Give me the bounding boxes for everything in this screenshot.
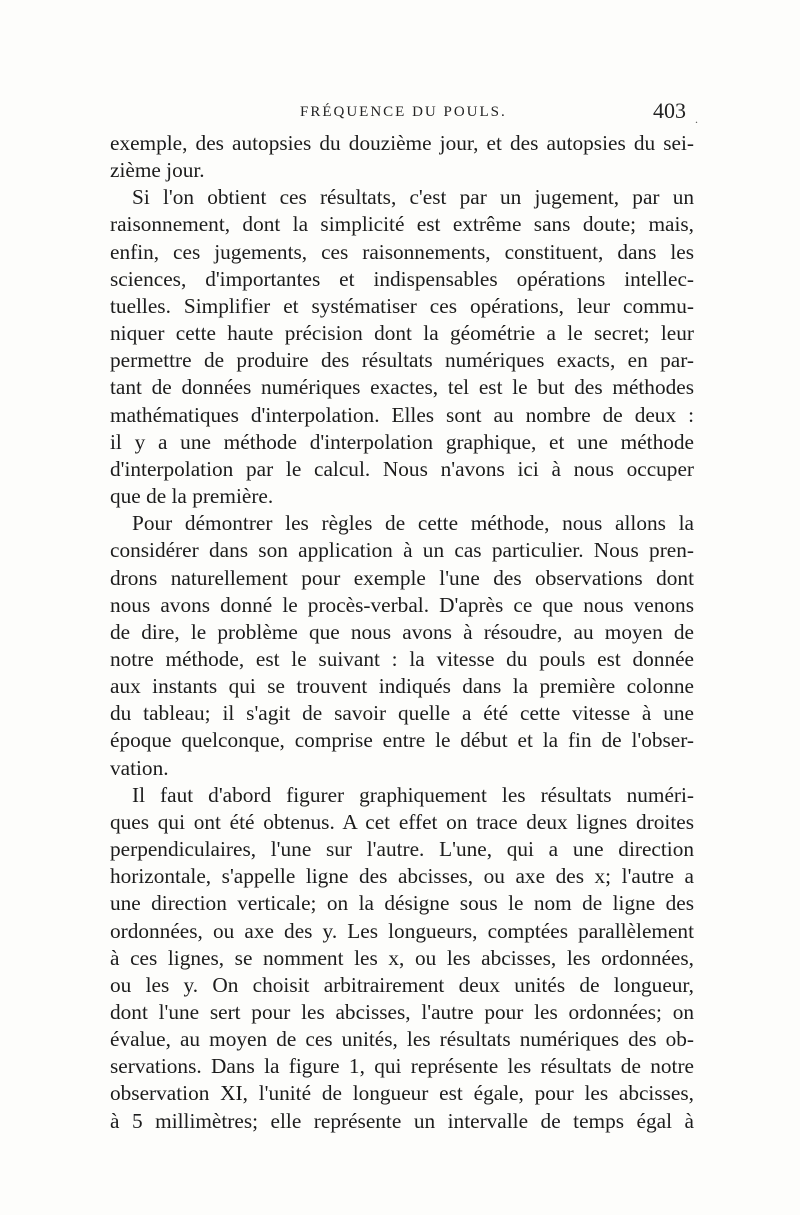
paragraph	[110, 510, 694, 782]
text-line: à 5 millimètres; elle représente un intervalle de temps égal à	[110, 1108, 694, 1133]
paragraph	[110, 130, 694, 184]
body-text	[110, 130, 694, 1135]
text-line: considérer dans son application à un cas particulier. Nous pren-	[110, 538, 694, 563]
text-line: évalue, au moyen de ces unités, les résultats numériques des ob-	[110, 1027, 694, 1052]
text-line: tant de données numériques exactes, tel est le but des méthodes	[110, 375, 694, 400]
text-line: zième jour.	[110, 158, 205, 183]
text-line: perpendiculaires, l'une sur l'autre. L'une, qui a une direction	[110, 837, 694, 862]
text-line: servations. Dans la figure 1, qui représente les résultats de notre	[110, 1054, 694, 1079]
running-title: FRÉQUENCE DU POULS.	[300, 104, 507, 120]
text-line: niquer cette haute précision dont la géométrie a le secret; leur	[110, 321, 694, 346]
text-line: mathématiques d'interpolation. Elles sont au nombre de deux :	[110, 402, 694, 427]
paragraph	[110, 782, 694, 1135]
text-line: aux instants qui se trouvent indiqués dans la première colonne	[110, 674, 694, 699]
text-line: de dire, le problème que nous avons à résoudre, au moyen de	[110, 619, 694, 644]
text-line: Il faut d'abord figurer graphiquement les résultats numéri-	[132, 782, 694, 807]
text-line: Pour démontrer les règles de cette méthode, nous allons la	[132, 511, 694, 536]
text-line: ordonnées, ou axe des y. Les longueurs, comptées parallèlement	[110, 918, 694, 943]
text-line: notre méthode, est le suivant : la vitesse du pouls est donnée	[110, 646, 694, 671]
text-line: exemple, des autopsies du douzième jour, et des autopsies du sei-	[110, 131, 694, 155]
text-line: dont l'une sert pour les abcisses, l'autre pour les ordonnées; on	[110, 1000, 694, 1024]
text-line: une direction verticale; on la désigne sous le nom de ligne des	[110, 891, 694, 916]
running-head	[110, 98, 698, 128]
text-line: permettre de produire des résultats numériques exacts, en par-	[110, 348, 694, 373]
text-line: ques qui ont été obtenus. A cet effet on trace deux lignes droites	[110, 809, 694, 834]
page-number: 403	[653, 98, 686, 123]
text-line: drons naturellement pour exemple l'une des observations dont	[110, 565, 694, 590]
margin-mark: .	[695, 112, 698, 126]
text-line: d'interpolation par le calcul. Nous n'avons ici à nous occuper	[110, 456, 694, 481]
text-line: du tableau; il s'agit de savoir quelle a été cette vitesse à une	[110, 701, 694, 726]
text-line: ou les y. On choisit arbitrairement deux unités de longueur,	[110, 972, 694, 997]
text-line: nous avons donné le procès-verbal. D'après ce que nous venons	[110, 592, 694, 617]
text-line: Si l'on obtient ces résultats, c'est par un jugement, par un	[132, 185, 694, 210]
text-line: sciences, d'importantes et indispensables opérations intellec-	[110, 266, 694, 291]
text-line: époque quelconque, comprise entre le début et la fin de l'obser-	[110, 728, 694, 753]
text-line: vation.	[110, 755, 169, 780]
text-line: que de la première.	[110, 484, 274, 509]
text-line: raisonnement, dont la simplicité est extrême sans doute; mais,	[110, 212, 694, 237]
text-line: il y a une méthode d'interpolation graphique, et une méthode	[110, 429, 694, 454]
text-line: à ces lignes, se nomment les x, ou les abcisses, les ordonnées,	[110, 945, 694, 970]
text-line: observation XI, l'unité de longueur est égale, pour les abcisses,	[110, 1081, 694, 1106]
text-line: horizontale, s'appelle ligne des abcisses, ou axe des x; l'autre a	[110, 864, 694, 889]
text-line: tuelles. Simplifier et systématiser ces opérations, leur commu-	[110, 293, 694, 318]
paragraph	[110, 184, 694, 510]
text-line: enfin, ces jugements, ces raisonnements, constituent, dans les	[110, 239, 694, 264]
